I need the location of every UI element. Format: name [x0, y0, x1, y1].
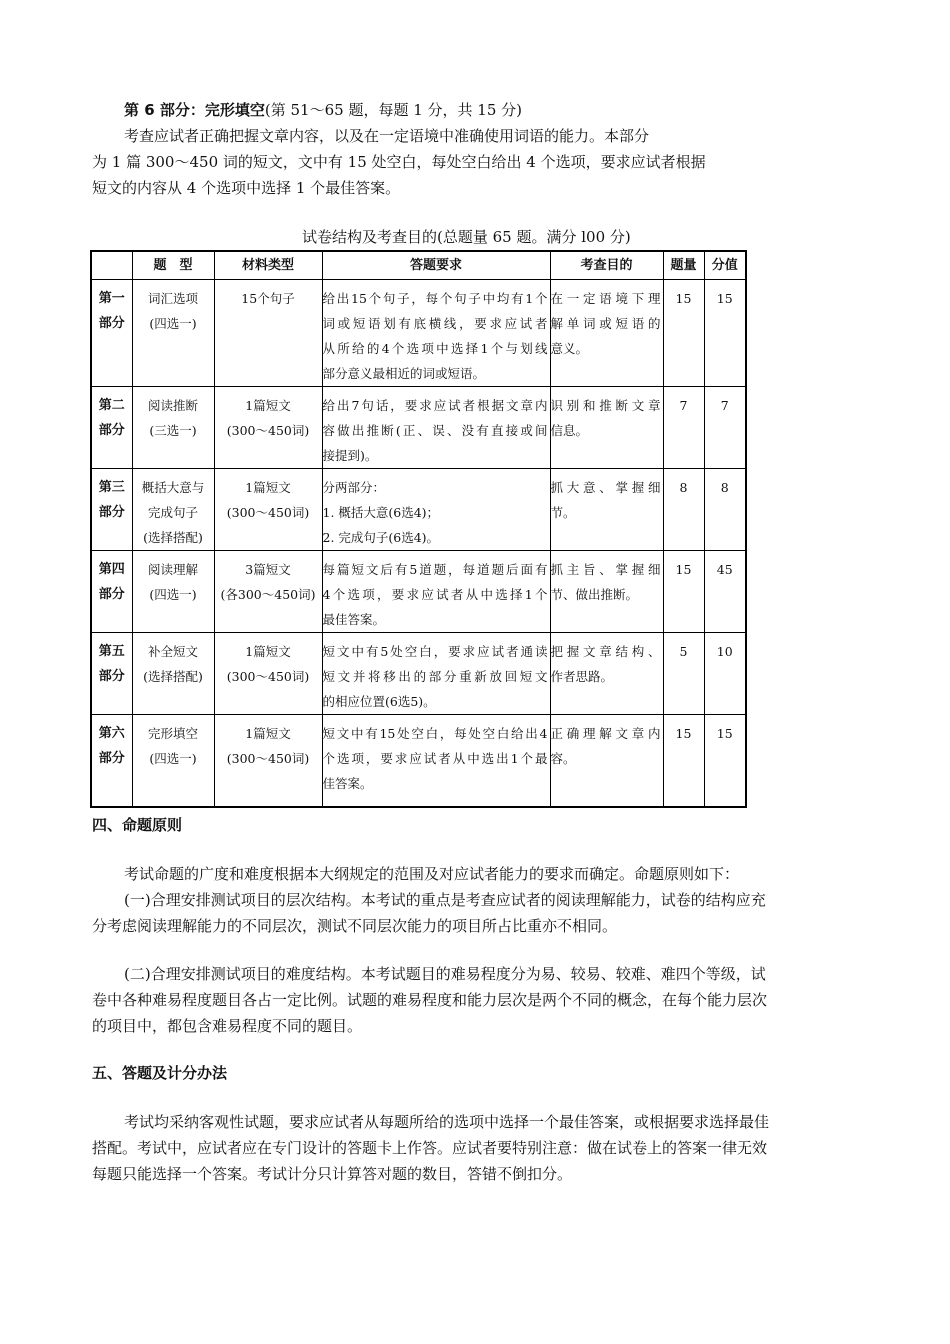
purpose-cell: 把握文章结构、 作者思路。	[550, 633, 663, 715]
score-cell: 15	[704, 715, 746, 807]
section6-title-line	[124, 98, 522, 122]
count-cell: 15	[663, 280, 704, 387]
material-cell: 1篇短文 (300～450词)	[214, 469, 322, 551]
part-cell: 第四 部分	[91, 551, 132, 633]
table-row	[91, 469, 746, 551]
header-purpose: 考查目的	[550, 251, 663, 280]
count-cell: 15	[663, 715, 704, 807]
section5-line-1: 考试均采纳客观性试题，要求应试者从每题所给的选项中选择一个最佳答案，或根据要求选择最佳	[124, 1113, 770, 1131]
section4-intro: 考试命题的广度和难度根据本大纲规定的范围及对应试者能力的要求而确定。命题原则如下：	[124, 865, 740, 883]
type-cell: 概括大意与 完成句子 (选择搭配)	[132, 469, 214, 551]
count-cell: 7	[663, 387, 704, 469]
purpose-cell: 在一定语境下理 解单词或短语的 意义。	[550, 280, 663, 387]
type-cell: 阅读推断 (三选一)	[132, 387, 214, 469]
header-part	[91, 251, 132, 280]
score-cell: 10	[704, 633, 746, 715]
requirement-cell: 短文中有5处空白，要求应试者通读 短文并将移出的部分重新放回短文 的相应位置(6选5)。	[322, 633, 550, 715]
table-header-row	[91, 251, 746, 280]
header-score: 分值	[704, 251, 746, 280]
section6-line-2: 为 1 篇 300～450 词的短文，文中有 15 处空白，每处空白给出 4 个选项，要求应试者根据	[92, 153, 706, 171]
purpose-cell: 正确理解文章内 容。	[550, 715, 663, 807]
exam-structure-table	[90, 250, 747, 808]
table-row	[91, 387, 746, 469]
part-cell: 第六 部分	[91, 715, 132, 807]
header-material: 材料类型	[214, 251, 322, 280]
material-cell: 1篇短文 (300～450词)	[214, 633, 322, 715]
header-count: 题量	[663, 251, 704, 280]
header-type: 题 型	[132, 251, 214, 280]
section4-p1-line-2: 分考虑阅读理解能力的不同层次，测试不同层次能力的项目所占比重亦不相同。	[92, 917, 618, 935]
count-cell: 15	[663, 551, 704, 633]
part-cell: 第一 部分	[91, 280, 132, 387]
count-cell: 5	[663, 633, 704, 715]
table-row	[91, 715, 746, 807]
section4-p1-line-1: (一)合理安排测试项目的层次结构。本考试的重点是考查应试者的阅读理解能力，试卷的结构应充	[124, 891, 766, 909]
score-cell: 45	[704, 551, 746, 633]
table-caption: 试卷结构及考查目的(总题量 65 题。满分 l00 分)	[302, 228, 631, 246]
count-cell: 8	[663, 469, 704, 551]
requirement-cell: 给出15个句子，每个句子中均有1个 词或短语划有底横线，要求应试者 从所给的4个选项中选择1个与划线 部分意义最相近的词或短语。	[322, 280, 550, 387]
purpose-cell: 识别和推断文章 信息。	[550, 387, 663, 469]
part-cell: 第二 部分	[91, 387, 132, 469]
material-cell: 1篇短文 (300～450词)	[214, 715, 322, 807]
requirement-cell: 分两部分： 1. 概括大意(6选4)； 2. 完成句子(6选4)。	[322, 469, 550, 551]
section4-p2-line-2: 卷中各种难易程度题目各占一定比例。试题的难易程度和能力层次是两个不同的概念，在每个能力层次	[92, 991, 768, 1009]
requirement-cell: 短文中有15处空白，每处空白给出4 个选项，要求应试者从中选出1个最 佳答案。	[322, 715, 550, 807]
section6-line-3: 短文的内容从 4 个选项中选择 1 个最佳答案。	[92, 179, 401, 197]
requirement-cell: 每篇短文后有5道题，每道题后面有 4个选项，要求应试者从中选择1个 最佳答案。	[322, 551, 550, 633]
section4-heading: 四、命题原则	[92, 816, 183, 834]
material-cell: 1篇短文 (300～450词)	[214, 387, 322, 469]
section5-line-2: 搭配。考试中，应试者应在专门设计的答题卡上作答。应试者要特别注意：做在试卷上的答案一律无效	[92, 1139, 768, 1157]
part-cell: 第三 部分	[91, 469, 132, 551]
type-cell: 阅读理解 (四选一)	[132, 551, 214, 633]
part-cell: 第五 部分	[91, 633, 132, 715]
score-cell: 8	[704, 469, 746, 551]
score-cell: 15	[704, 280, 746, 387]
section4-p2-line-1: (二)合理安排测试项目的难度结构。本考试题目的难易程度分为易、较易、较难、难四个等级，试	[124, 965, 766, 983]
type-cell: 完形填空 (四选一)	[132, 715, 214, 807]
section5-line-3: 每题只能选择一个答案。考试计分只计算答对题的数目，答错不倒扣分。	[92, 1165, 573, 1183]
table-row	[91, 280, 746, 387]
purpose-cell: 抓大意、掌握细 节。	[550, 469, 663, 551]
section4-p2-line-3: 的项目中，都包含难易程度不同的题目。	[92, 1017, 363, 1035]
purpose-cell: 抓主旨、掌握细 节、做出推断。	[550, 551, 663, 633]
header-requirement: 答题要求	[322, 251, 550, 280]
requirement-cell: 给出7句话，要求应试者根据文章内 容做出推断(正、误、没有直接或间 接提到)。	[322, 387, 550, 469]
table-row	[91, 633, 746, 715]
section6-title: 第 6 部分：完形填空	[124, 101, 265, 119]
type-cell: 词汇选项 (四选一)	[132, 280, 214, 387]
table-row	[91, 551, 746, 633]
score-cell: 7	[704, 387, 746, 469]
section6-meta: (第 51～65 题，每题 1 分，共 15 分)	[264, 101, 523, 119]
section6-line-1: 考查应试者正确把握文章内容，以及在一定语境中准确使用词语的能力。本部分	[124, 127, 650, 145]
material-cell: 15个句子	[214, 280, 322, 387]
section5-heading: 五、答题及计分办法	[92, 1064, 228, 1082]
type-cell: 补全短文 (选择搭配)	[132, 633, 214, 715]
material-cell: 3篇短文 (各300～450词)	[214, 551, 322, 633]
